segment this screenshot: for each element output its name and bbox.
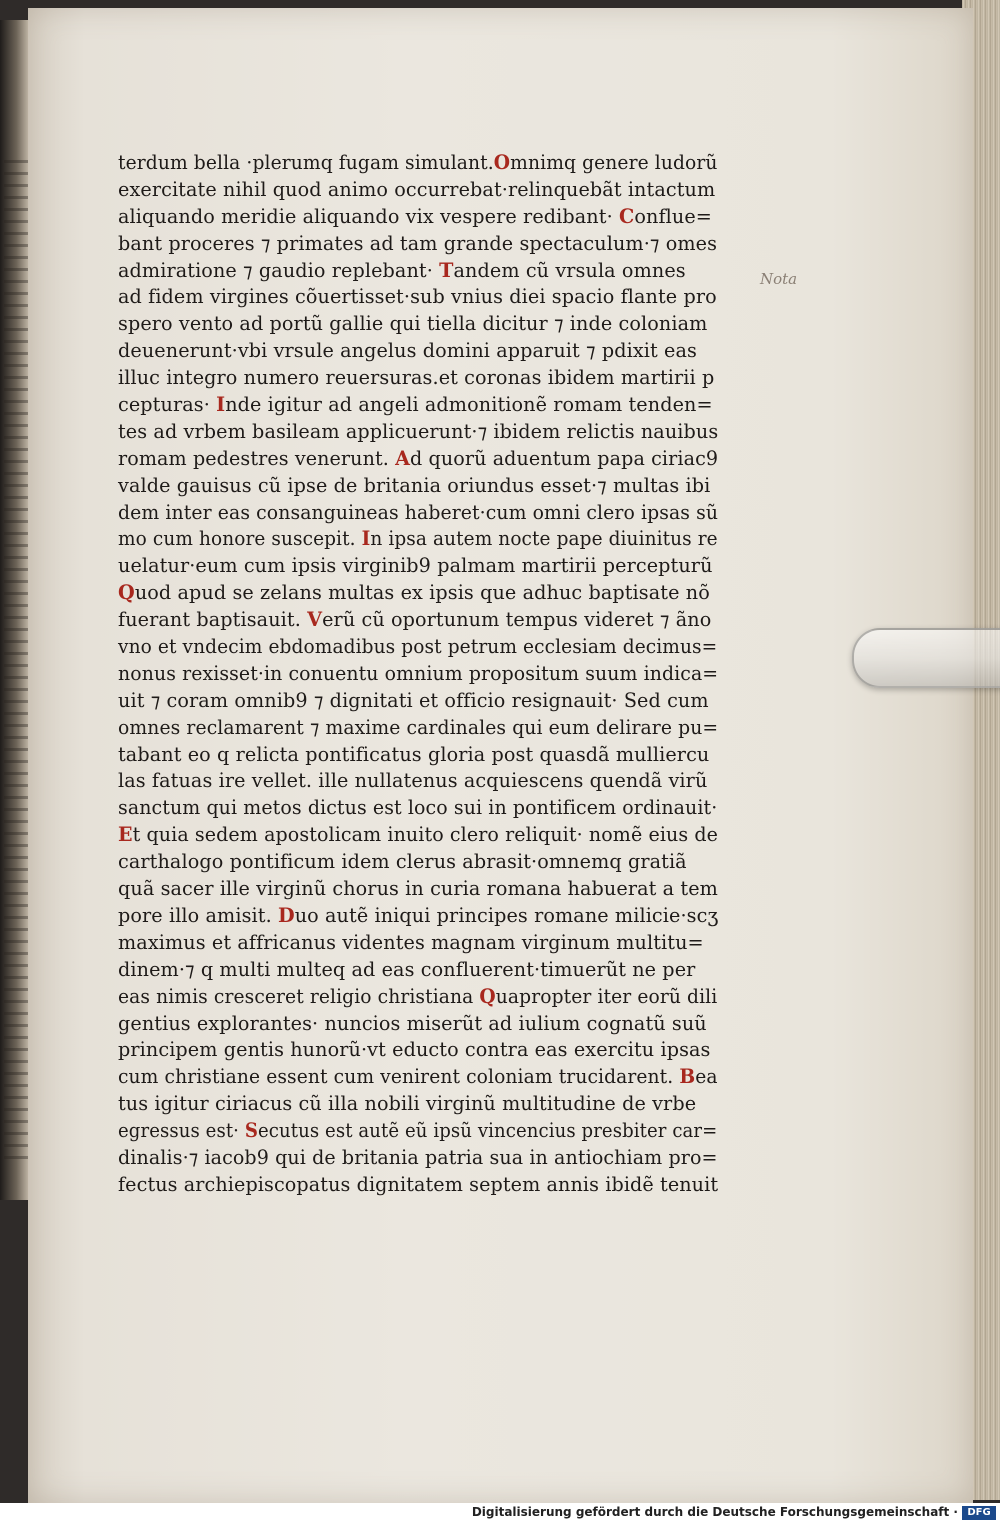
text-line [118,473,718,500]
text-segment: romam pedestres venerunt. [118,446,396,470]
rubricated-initial: T [439,258,454,282]
text-segment: fectus archiepiscopatus dignitatem septem annis ibidẽ tenuit [118,1172,719,1196]
text-segment: carthalogo pontificum idem clerus abrasit·omnemq gratiã [118,850,687,874]
text-line [118,284,718,311]
text-segment: valde gauisus cũ ipse de britania oriundus esset·⁊ multas ibi [118,473,711,497]
text-segment: fuerant baptisauit. [118,608,308,632]
text-line [118,822,719,849]
text-segment: uelatur·eum cum ipsis virginib9 palmam martirii percepturũ [118,554,713,578]
text-segment: dinem·⁊ q multi multeq ad eas confluerent·timuerũt ne per [118,957,696,981]
text-segment: mnimq genere ludorũ [510,151,718,174]
text-line [118,392,718,419]
facing-page-edge [0,20,30,1200]
rubricated-initial: I [361,527,371,551]
text-segment: quã sacer ille virginũ chorus in curia romana habuerat a tem [118,877,718,901]
rubricated-initial: E [118,823,133,847]
text-segment: principem gentis hunorũ·vt educto contra eas exercitu ipsas [118,1038,711,1062]
rubricated-initial: S [244,1119,259,1143]
text-segment: las fatuas ire vellet. ille nullatenus acquiescens quendã virũ [118,769,708,793]
text-line [118,150,718,177]
text-segment: sanctum qui metos dictus est loco sui in pontificem ordinauit· [118,796,718,820]
text-segment: d quorũ aduentum papa ciriac9 [410,446,719,470]
text-segment: omnes reclamarent ⁊ maxime cardinales qui eum delirare pu= [118,715,719,739]
text-segment: terdum bella ·plerumq fugam simulant. [118,151,494,174]
facing-page-text [4,160,28,1160]
rubricated-initial: D [277,903,295,927]
text-segment: uit ⁊ coram omnib9 ⁊ dignitati et officio resignauit· Sed cum [118,688,709,712]
text-segment: dinalis·⁊ iacob9 qui de britania patria sua in antiochiam pro= [118,1145,718,1169]
text-segment: ea [695,1065,718,1089]
text-line [118,258,718,285]
text-line [118,580,718,607]
text-line [118,795,718,822]
text-line [118,634,718,661]
rubricated-initial: Q [118,581,135,605]
text-segment: ecutus est autẽ eũ ipsũ vincencius presbiter car= [258,1119,718,1143]
text-segment: bant proceres ⁊ primates ad tam grande spectaculum·⁊ omes [118,231,718,255]
text-line [118,1145,718,1172]
text-segment: gentius explorantes· nuncios miserũt ad iulium cognatũ suũ [118,1011,707,1035]
text-line [118,204,718,231]
text-segment: onflue= [634,204,712,228]
text-line [118,957,718,984]
text-segment: mo cum honore suscepit. [118,527,362,551]
text-segment: dem inter eas consanguineas haberet·cum omni clero ipsas sũ [118,500,719,524]
text-line [118,500,719,527]
text-line [118,365,718,392]
text-line [118,688,718,715]
rubricated-initial: B [679,1065,696,1089]
text-line [118,338,718,365]
text-segment: nonus rexisset·in conuentu omnium propositum suum indica= [118,661,719,685]
text-segment: uapropter iter eorũ dili [495,984,718,1008]
text-line [118,984,718,1011]
rubricated-initial: C [618,204,635,228]
text-segment: deuenerunt·vbi vrsule angelus domini apparuit ⁊ pdixit eas [118,339,697,363]
text-segment: aliquando meridie aliquando vix vespere redibant· [118,204,619,228]
text-line [118,1011,718,1038]
text-line [118,876,718,903]
text-line [118,1118,718,1145]
text-line [118,1064,718,1091]
text-line [118,1091,718,1118]
text-line [118,1037,718,1064]
text-line [118,607,718,634]
marginal-note: Nota [760,270,798,288]
text-line [118,446,719,473]
text-line [118,768,718,795]
text-line [118,903,718,930]
text-segment: maximus et affricanus videntes magnam virginum multitu= [118,930,704,954]
funding-credit: Digitalisierung gefördert durch die Deutsche Forschungsgemeinschaft · [471,1505,958,1519]
text-segment: tus igitur ciriacus cũ illa nobili virginũ multitudine de vrbe [118,1092,697,1116]
text-segment: eas nimis cresceret religio christiana [118,984,480,1008]
text-line [118,231,718,258]
text-line [118,311,718,338]
dfg-logo: DFG [962,1506,996,1520]
rubricated-initial: A [395,446,411,470]
text-line [118,526,718,553]
rubricated-initial: I [216,393,226,417]
text-line [118,742,718,769]
rubricated-initial: V [307,608,323,632]
text-segment: admiratione ⁊ gaudio replebant· [118,258,440,282]
text-line [118,849,718,876]
text-segment: illuc integro numero reuersuras.et coronas ibidem martirii p [118,366,715,390]
text-segment: t quia sedem apostolicam inuito clero reliquit· nomẽ eius de [132,823,719,847]
text-line [118,715,719,742]
printed-text-block [118,150,728,1199]
text-segment: tes ad vrbem basileam applicuerunt·⁊ ibidem relictis nauibus [118,419,719,443]
text-segment: egressus est· [118,1119,245,1143]
text-segment: ad fidem virgines cõuertisset·sub vnius diei spacio flante pro [118,285,717,309]
rubricated-initial: Q [479,984,496,1008]
rubricated-initial: O [493,151,511,174]
text-segment: uod apud se zelans multas ex ipsis que adhuc baptisate nõ [134,581,710,605]
text-line [118,930,718,957]
text-segment: uo autẽ iniqui principes romane milicie·scʒ [294,903,719,927]
text-segment: cum christiane essent cum venirent coloniam trucidarent. [118,1065,680,1089]
page-holder-clip [852,628,1000,688]
text-segment: andem cũ vrsula omnes [453,258,686,282]
text-line [118,1172,717,1199]
text-segment: exercitate nihil quod animo occurrebat·relinquebãt intactum [118,177,716,201]
text-segment: spero vento ad portũ gallie qui tiella dicitur ⁊ inde coloniam [118,312,708,336]
text-segment: vno et vndecim ebdomadibus post petrum ecclesiam decimus= [118,635,718,659]
text-segment: tabant eo q relicta pontificatus gloria post quasdã mulliercu [118,742,710,766]
text-segment: nde igitur ad angeli admonitionẽ romam tenden= [225,393,713,417]
text-segment: pore illo amisit. [118,903,278,927]
text-segment: n ipsa autem nocte pape diuinitus re [370,527,718,551]
text-segment: cepturas· [118,393,217,417]
text-line [118,177,718,204]
text-line [118,661,719,688]
text-line [118,419,718,446]
text-line [118,553,718,580]
text-segment: erũ cũ oportunum tempus videret ⁊ ãno [322,608,712,632]
